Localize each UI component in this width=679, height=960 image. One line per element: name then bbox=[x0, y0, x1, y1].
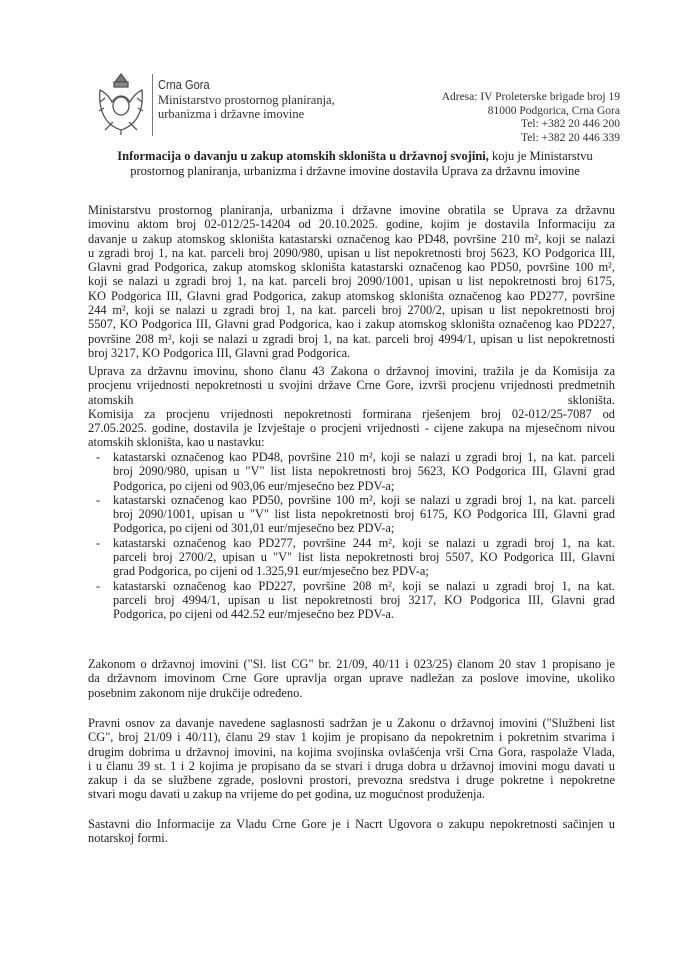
text-line: procjenu vrijednosti nepokretnosti u svojini države Crne Gore, izvrši procjenu vrijednosti predmetnih bbox=[88, 378, 615, 393]
title-rest: koju je Ministarstvu bbox=[488, 149, 593, 163]
text-line: broj 3217, KO Podgorica III, Glavni grad Podgorica. bbox=[88, 345, 351, 360]
phone-line: Tel: +382 20 446 339 bbox=[521, 131, 620, 144]
text-line: katastarski označenog kao PD277, površine 244 m², koji se nalazi u zgradi broj 1, na kat. bbox=[113, 535, 615, 550]
title-line-2: prostornog planiranja, urbanizma i državne imovine dostavila Uprava za državnu imovine bbox=[130, 164, 580, 178]
header-divider bbox=[152, 74, 153, 136]
text-line: katastarski označenog kao PD227, površine 208 m², koji se nalazi u zgradi broj 1, na kat. bbox=[113, 578, 615, 593]
text-line: parceli broj 4994/1, upisan u list nepokretnosti broj 3217, KO Podgorica III, Glavni grad bbox=[113, 592, 615, 607]
text-line: površine 208 m², koji se nalazi u zgradi broj 1, na kat. parceli broj 4994/1, upisan u list nepokretnosti bbox=[88, 331, 615, 346]
text-line: davanje u zakup atomskog skloništa katastarski označenog kao PD48, površine 210 m², koji se nalazi bbox=[88, 231, 615, 246]
text-line: 5507, KO Podgorica III, Glavni grad Podgorica, kao i zakup atomskog skloništa označenog kao PD227, bbox=[88, 317, 615, 332]
text-line: Podgorica, po cijeni od 301,01 eur/mjesečno bez PDV-a; bbox=[113, 521, 395, 536]
text-line: Komisija za procjenu vrijednosti nepokretnosti formirana rješenjem broj 02-012/25-7087 od bbox=[88, 406, 615, 421]
phone-line: Tel: +382 20 446 200 bbox=[521, 118, 620, 130]
text-line: stvari mogu davati u zakup na vrijeme do pet godina, uz mogućnost produženja. bbox=[88, 787, 486, 802]
paragraph-legal-basis bbox=[88, 716, 615, 802]
text-line: 244 m², koji se nalazi u zgradi broj 1, na kat. parceli broj 2700/2, upisan u list nepokretnosti broj bbox=[88, 303, 615, 318]
list-item bbox=[88, 579, 615, 622]
text-line: KO Podgorica III, Glavni grad Podgorica, zakup atomskog skloništa označenog kao PD277, površine bbox=[88, 288, 615, 303]
text-line: CG", broj 21/09 i 40/11), članu 29 stav 1 kojim je propisano da nepokretnim i pokretnim stvarima i bbox=[88, 730, 615, 745]
list-item bbox=[88, 536, 615, 579]
text-line: notarskoj formi. bbox=[88, 831, 168, 846]
bullet-dash: - bbox=[96, 578, 101, 593]
address-line: Adresa: IV Proleterske brigade broj 19 bbox=[441, 91, 620, 103]
text-line: broj 2090/1001, upisan u "V" list lista nepokretnosti broj 6175, KO Podgorica III, Glavni grad bbox=[113, 507, 615, 522]
list-item bbox=[88, 450, 615, 493]
bullet-dash: - bbox=[96, 492, 101, 507]
text-line: atomskih skloništa. bbox=[88, 392, 615, 407]
paragraph-intro bbox=[88, 203, 615, 360]
text-line: imovinu aktom broj 02-012/25-14204 od 20.10.2025. godine, kojim je dostavila Informaciju za bbox=[88, 217, 615, 232]
ministry-name-line: urbanizma i državne imovine bbox=[158, 107, 305, 121]
ministry-block bbox=[158, 78, 335, 122]
text-line: zakup i da se službene zgrade, poslovni prostori, prevozna sredstva i druge pokretne i nepokretne bbox=[88, 773, 615, 788]
paragraph-law bbox=[88, 657, 615, 700]
bullet-dash: - bbox=[96, 535, 101, 550]
text-line: Pravni osnov za davanje navedene saglasnosti sadržan je u Zakonu o državnoj imovini ("Službeni list bbox=[88, 716, 615, 730]
text-line: grad Podgorica, po cijeni od 1.325,91 eur/mjesečno bez PDV-a; bbox=[113, 564, 429, 579]
coat-of-arms-logo bbox=[96, 72, 146, 136]
text-line: katastarski označenog kao PD48, površine 210 m², koji se nalazi u zgradi broj 1, na kat. parceli bbox=[113, 450, 615, 464]
text-line: parceli broj 2700/2, upisan u "V" list lista nepokretnosti broj 5507, KO Podgorica III, Glavni bbox=[113, 550, 615, 565]
city-line: 81000 Podgorica, Crna Gora bbox=[487, 104, 620, 117]
text-line: Podgorica, po cijeni od 903,06 eur/mjesečno bez PDV-a; bbox=[113, 478, 395, 493]
text-line: Zakonom o državnoj imovini ("Sl. list CG" br. 21/09, 40/11 i 023/25) članom 20 stav 1 propisano je bbox=[88, 657, 615, 671]
text-line: drugim dobrima u državnoj imovini, na kojima svojinska ovlašćenja vrši Crna Gora, raspolaže Vlada, bbox=[88, 744, 615, 759]
text-line: katastarski označenog kao PD50, površine 100 m², koji se nalazi u zgradi broj 1, na kat. parceli bbox=[113, 492, 615, 507]
address-block bbox=[442, 91, 620, 145]
text-line: Ministarstvu prostornog planiranja, urbanizma i državne imovine obratila se Uprava za državnu bbox=[88, 203, 615, 217]
text-line: da državnom imovinom Crne Gore upravlja organ uprave nadležan za poslove imovine, ukoliko bbox=[88, 671, 615, 686]
text-line: Sastavni dio Informacije za Vladu Crne Gore je i Nacrt Ugovora o zakupu nepokretnosti sačinjen u bbox=[88, 817, 615, 831]
text-line: Podgorica, po cijeni od 442.52 eur/mjesečno bez PDV-a. bbox=[113, 607, 395, 622]
text-line: broj 2090/980, upisan u "V" list lista nepokretnosti broj 5623, KO Podgorica III, Glavni grad bbox=[113, 464, 615, 479]
country-name: Crna Gora bbox=[158, 77, 210, 92]
title-bold: Informacija o davanju u zakup atomskih skloništa u državnoj svojini, bbox=[117, 149, 489, 163]
valuation-list bbox=[88, 450, 615, 622]
list-item bbox=[88, 493, 615, 536]
text-line: 27.05.2025. godine, dostavila je Izvještaje o procjeni vrijednosti - cijene zakupa na mjesečnom nivou bbox=[88, 421, 615, 436]
text-line: atomskih skloništa, kao u nastavku: bbox=[88, 435, 265, 450]
document-title bbox=[90, 149, 620, 179]
text-line: u zgradi broj 1, na kat. parceli broj 2090/980, upisan u list nepokretnosti broj 5623, KO Podgorica III, bbox=[88, 245, 615, 260]
ministry-name-line: Ministarstvo prostornog planiranja, bbox=[158, 92, 335, 107]
paragraph-attachment bbox=[88, 817, 615, 846]
text-line: koji se nalazi u zgradi broj 1, na kat. parceli broj 2090/1001, upisan u list nepokretnosti broj 6175, bbox=[88, 274, 615, 289]
text-line: Uprava za državnu imovinu, shono članu 43 Zakona o državnoj imovini, tražila je da Komisija za bbox=[88, 364, 615, 378]
text-line: i u članu 39 st. 1 i 2 kojima je propisano da se stvari i druga dobra u državnoj imovini mogu davati u bbox=[88, 758, 615, 773]
bullet-dash: - bbox=[96, 450, 101, 464]
paragraph-valuation bbox=[88, 364, 615, 450]
text-line: Glavni grad Podgorica, zakup atomskog skloništa katastarski označenog kao PD50, površine 100 m², bbox=[88, 260, 615, 275]
text-line: posebnim zakonom nije drukčije određeno. bbox=[88, 685, 303, 700]
